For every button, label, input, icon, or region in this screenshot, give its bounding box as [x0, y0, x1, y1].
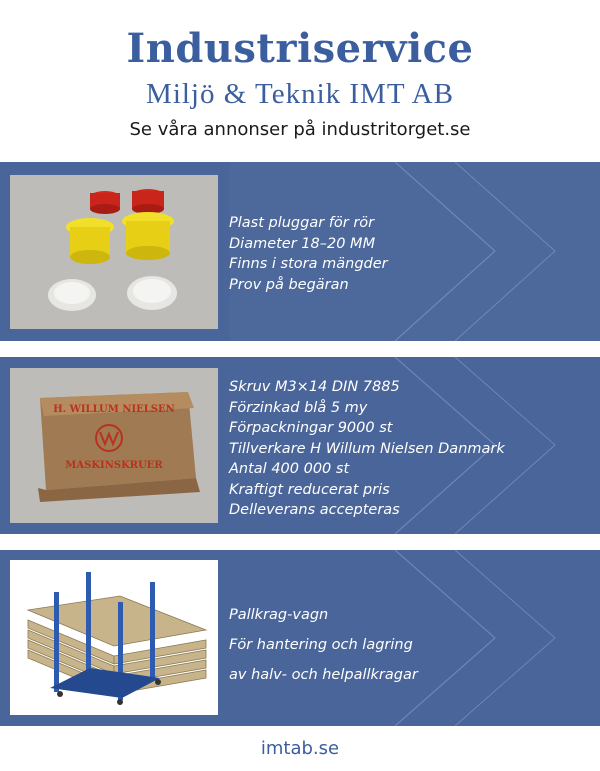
ad-line: Plast pluggar för rör — [229, 215, 375, 231]
company-subtitle: Miljö & Teknik IMT AB — [146, 78, 454, 110]
box-label-top: H. WILLUM NIELSEN — [53, 404, 175, 415]
ad-band-screws — [0, 357, 600, 534]
screw-box-photo — [10, 368, 218, 523]
ad-band-cart — [0, 550, 600, 726]
ad-line: Skruv M3×14 DIN 7885 — [229, 379, 400, 395]
header — [0, 0, 600, 162]
plastic-plugs-photo — [10, 175, 218, 329]
company-title: Industriservice — [126, 25, 474, 72]
ad-line: Tillverkare H Willum Nielsen Danmark — [229, 440, 505, 457]
ad-line: Delleverans accepteras — [229, 502, 400, 518]
ad-line: Kraftigt reducerat pris — [229, 481, 390, 498]
tagline: Se våra annonser på industritorget.se — [129, 119, 471, 140]
ad-line: Förzinkad blå 5 my — [229, 399, 368, 416]
ad-line: Pallkrag-vagn — [229, 607, 329, 623]
ad-line: Prov på begäran — [229, 276, 349, 293]
box-label-bottom: MASKINSKRUER — [65, 460, 163, 471]
ad-line: För hantering och lagring — [229, 637, 413, 653]
ad-line: Diameter 18–20 MM — [229, 235, 376, 252]
ad-band-plugs — [0, 162, 600, 341]
pallet-collar-cart-photo — [10, 560, 218, 715]
ad-line: av halv- och helpallkragar — [229, 667, 418, 683]
ad-line: Finns i stora mängder — [229, 256, 388, 272]
ad-text-cart — [229, 600, 418, 690]
ad-line: Förpackningar 9000 st — [229, 420, 393, 436]
ad-line: Antal 400 000 st — [229, 461, 350, 477]
website-link[interactable]: imtab.se — [260, 738, 340, 759]
ad-text-screws — [229, 377, 505, 521]
ad-text-plugs — [229, 213, 388, 295]
